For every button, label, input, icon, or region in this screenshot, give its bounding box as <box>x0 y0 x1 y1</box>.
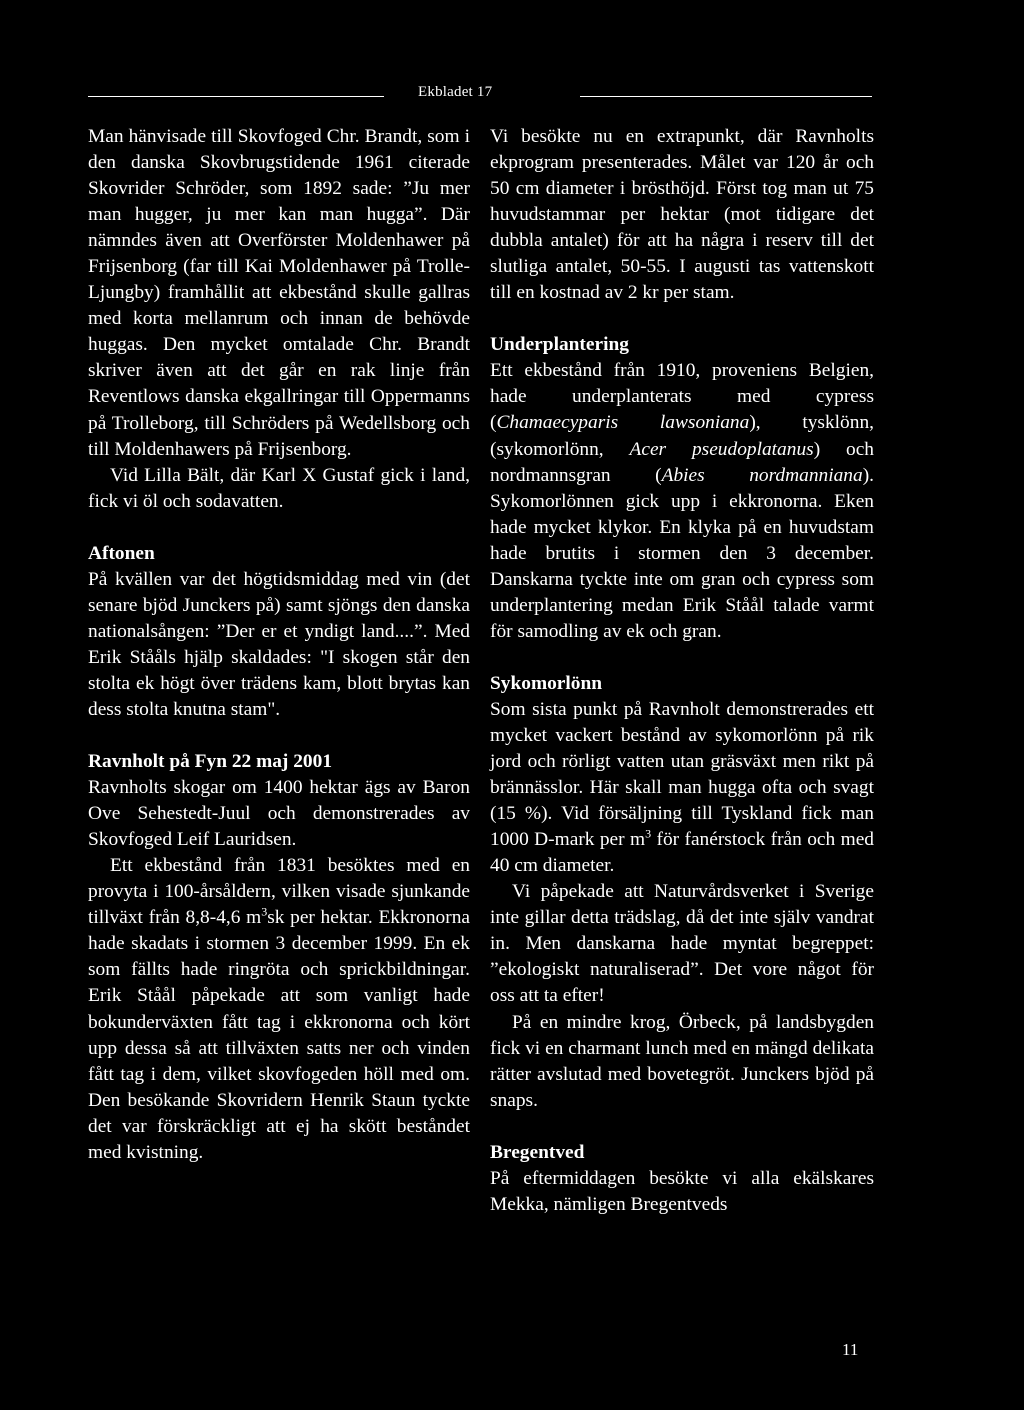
heading-sykomorlonn: Sykomorlönn <box>490 672 603 694</box>
paragraph-aftonen: På kvällen var det högtidsmiddag med vin (det senare bjöd Junckers på) samt sjöngs den danska nationalsången: ”Der er et yndigt land....”. Med Erik Stååls hjälp skaldades: "I skogen står den stolta ek högt över trädens kam, blott brytas kan dess stolta knutna stam". <box>88 568 470 720</box>
paragraph-ekbestand-1831: Ett ekbestånd från 1831 besöktes med en provyta i 100-årsåldern, vilken visade sjunkande tillväxt från 8,8-4,6 $m^3sk$ per hektar. Ekkronorna hade skadats i stormen 3 december 1999. En ek som fällts hade ringröta och sprickbildningar. Erik Ståål påpekade att som vanligt hade bokunderväxten fått tag i ekkronorna och kört upp dessa så att tillväxten satts ner och vinden fått tag i dem, vilket skovfogeden höll med om. Den besökande Skovridern Henrik Staun tyckte det var förskräckligt att ej ha skött beståndet med kvistning. <box>88 855 470 1163</box>
left-column <box>88 124 470 1166</box>
paragraph-bregentved: På eftermiddagen besökte vi alla ekälskares Mekka, nämligen Bregentveds <box>490 1167 874 1215</box>
header-rule-left <box>88 96 384 97</box>
heading-underplantering: Underplantering <box>490 334 629 356</box>
header-rule-right <box>580 96 872 97</box>
paragraph-underplantering: Ett ekbestånd från 1910, proveniens Belgien, hade underplanterats med cypress (Chamaecyparis lawsoniana), tysklönn, (sykomorlönn, Acer pseudoplatanus) och nordmannsgran (Abies nordmanniana). Sykomorlönnen gick upp i ekkronorna. Eken hade mycket klykor. En klyka på en huvudstam hade brutits i stormen den 3 december. Danskarna tyckte inte om gran och cypress som underplantering medan Erik Ståål talade varmt för samodling av ek och gran. <box>490 360 874 642</box>
paragraph-lilla-balt: Vid Lilla Bält, där Karl X Gustaf gick i land, fick vi öl och sodavatten. <box>88 464 470 512</box>
right-column <box>490 124 874 1218</box>
heading-ravnholt: Ravnholt på Fyn 22 maj 2001 <box>88 751 333 773</box>
paragraph-ravnholt: Ravnholts skogar om 1400 hektar ägs av Baron Ove Sehestedt-Juul och demonstrerades av Skovfoged Leif Lauridsen. <box>88 777 470 851</box>
heading-bregentved: Bregentved <box>490 1141 585 1163</box>
paragraph-brandt: Man hänvisade till Skovfoged Chr. Brandt, som i den danska Skovbrugstidende 1961 citerade Skovrider Schröder, som 1892 sade: ”Ju mer man hugger, ju mer kan man hugga”. Där nämndes även att Overförster Moldenhawer på Frijsenborg (far till Kai Moldenhawer på Trolle-Ljungby) framhållit att ekbestånd skulle gallras med korta mellanrum och innan de behövde huggas. Den mycket omtalade Chr. Brandt skriver även att det går en rak linje från Reventlows danska ekgallringar till Oppermanns på Trolleborg, till Schröders på Wedellsborg och till Moldenhawers på Frijsenborg. <box>88 126 470 460</box>
paragraph-extrapunkt: Vi besökte nu en extrapunkt, där Ravnholts ekprogram presenterades. Målet var 120 år och 50 cm diameter i brösthöjd. Först tog man ut 75 huvudstammar per hektar (mot tidigare det dubbla antalet) för att ha några i reserv till det slutliga antalet, 50-55. I augusti tas vattenskott till en kostnad av 2 kr per stam. <box>490 126 874 304</box>
heading-aftonen: Aftonen <box>88 542 155 564</box>
paragraph-orbeck: På en mindre krog, Örbeck, på landsbygden fick vi en charmant lunch med en mängd delikata rätter avslutad med bovetegröt. Junckers bjöd på snaps. <box>490 1011 874 1111</box>
header-title: Ekbladet 17 <box>418 84 493 100</box>
paragraph-sykomorlonn: Som sista punkt på Ravnholt demonstrerades ett mycket vackert bestånd av sykomorlönn på rik jord och rörligt vatten utan gräsväxt men rikt på brännässlor. Här skall man hugga ofta och svagt (15 %). Vid försäljning till Tyskland fick man 1000 D-mark per $m^3$ för fanérstock från och med 40 cm diameter. <box>490 698 874 877</box>
page-number: 11 <box>842 1340 859 1359</box>
running-header <box>88 84 872 114</box>
paragraph-naturvardsverket: Vi påpekade att Naturvårdsverket i Sverige inte gillar detta trädslag, då det inte själv vandrat in. Men danskarna hade myntat begreppet: ”ekologiskt naturaliserad”. Det vore något för oss att ta efter! <box>490 881 874 1007</box>
